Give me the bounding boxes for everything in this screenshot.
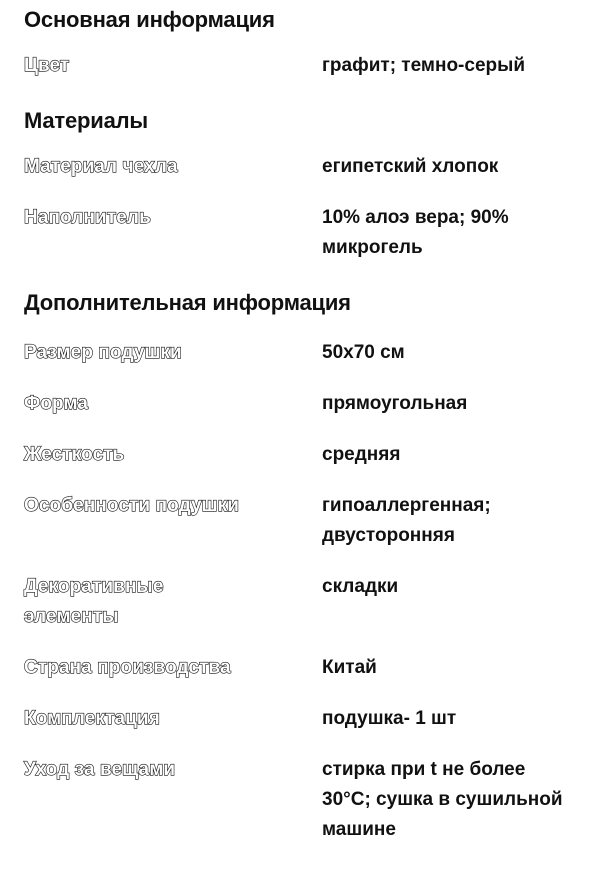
spec-value: средняя [322, 444, 401, 465]
spec-label: Комплектация [24, 708, 160, 729]
spec-row-cover-material [24, 152, 576, 182]
section-title-additional-info: Дополнительная информация [24, 290, 351, 315]
spec-row-pillow-features [24, 491, 576, 551]
spec-value: подушка- 1 шт [322, 708, 457, 729]
spec-value: 50х70 см [322, 342, 405, 363]
spec-row-country [24, 653, 576, 683]
spec-value: Китай [322, 657, 377, 678]
spec-label: Страна производства [24, 657, 231, 678]
spec-label: Форма [24, 393, 89, 414]
spec-value: графит; темно-серый [322, 55, 526, 76]
spec-label: Декоративные элементы [24, 576, 164, 627]
spec-row-shape [24, 389, 576, 419]
spec-row-filler [24, 203, 576, 263]
spec-value: египетский хлопок [322, 156, 499, 177]
spec-row-care [24, 755, 576, 845]
spec-label: Цвет [24, 55, 70, 76]
spec-row-pillow-size [24, 338, 576, 368]
section-title-basic-info: Основная информация [24, 7, 275, 32]
spec-row-package-contents [24, 704, 576, 734]
spec-label: Жесткость [24, 444, 125, 465]
spec-row-decorative-elements [24, 572, 576, 632]
spec-label: Наполнитель [24, 207, 151, 228]
spec-label: Материал чехла [24, 156, 178, 177]
section-title-materials: Материалы [24, 108, 149, 133]
spec-label: Уход за вещами [24, 759, 176, 780]
spec-value: прямоугольная [322, 393, 468, 414]
spec-label: Размер подушки [24, 342, 182, 363]
spec-value: складки [322, 576, 399, 597]
spec-value: гипоаллергенная; двусторонняя [322, 495, 491, 546]
spec-value: 10% алоэ вера; 90% микрогель [322, 207, 509, 258]
spec-row-firmness [24, 440, 576, 470]
spec-row-color [24, 51, 576, 81]
spec-label: Особенности подушки [24, 495, 240, 516]
spec-value: стирка при t не более 30°C; сушка в сушильной машине [322, 759, 563, 840]
